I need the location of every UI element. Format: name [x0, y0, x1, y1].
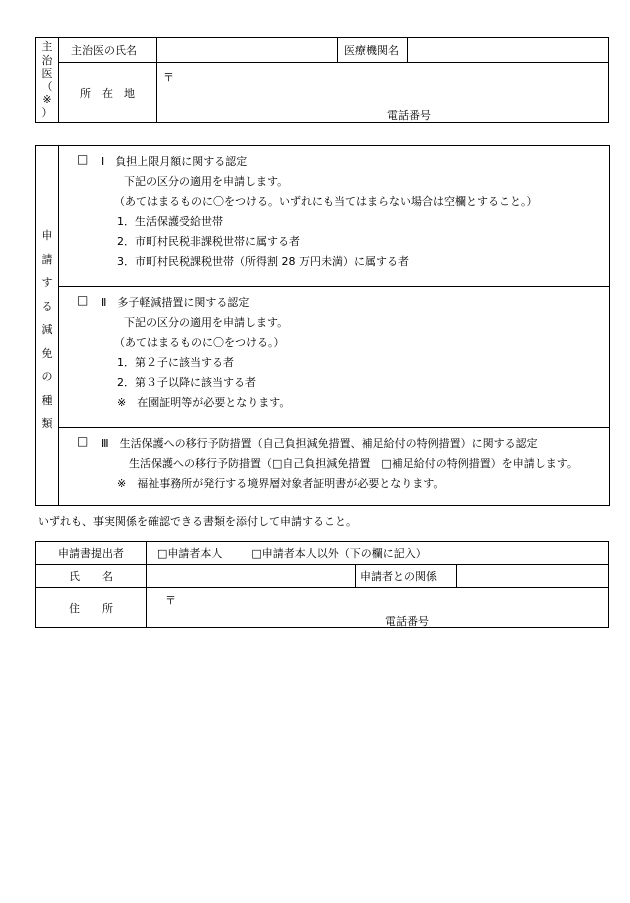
physician-phone-label: 電話番号 [387, 109, 431, 122]
section2-item: 2．第３子以降に該当する者 [117, 376, 256, 389]
submitter-options [147, 542, 609, 565]
submitter-name-label: 氏 名 [36, 565, 147, 588]
option-other-checkbox[interactable]: □申請者本人以外（下の欄に記入） [251, 547, 427, 560]
option-self-checkbox[interactable]: □申請者本人 [157, 547, 223, 560]
reduction-side-label: 申 請 す る 減 免 の 種 類 [36, 146, 59, 505]
submitter-address-field[interactable] [147, 588, 609, 628]
section3-title: Ⅲ 生活保護への移行予防措置（自己負担減免措置、補足給付の特例措置）に関する認定 [101, 437, 538, 450]
submitter-table [35, 541, 609, 628]
section1-item: 1．生活保護受給世帯 [117, 215, 223, 228]
section1-note: （あてはまるものに〇をつける。いずれにも当てはまらない場合は空欄とすること。） [114, 195, 538, 208]
section2-note: （あてはまるものに〇をつける。） [114, 336, 285, 349]
section1-item: 2．市町村民税非課税世帯に属する者 [117, 235, 300, 248]
section1-line1: 下記の区分の適用を申請します。 [124, 175, 289, 188]
section3-remark: ※ 福祉事務所が発行する境界層対象者証明書が必要となります。 [117, 477, 445, 490]
postal-mark: 〒 [163, 71, 174, 84]
submitter-name-field[interactable] [147, 565, 356, 588]
section3-line1: 生活保護への移行予防措置（□自己負担減免措置 □補足給付の特例措置）を申請します。 [129, 457, 578, 470]
physician-name-label: 主治医の氏名 [59, 38, 157, 63]
physician-address-field[interactable] [157, 63, 609, 123]
physician-side-label: 主 治 医 （ ※ ） [36, 38, 59, 123]
section2-remark: ※ 在園証明等が必要となります。 [117, 396, 291, 409]
institution-field[interactable] [408, 38, 609, 63]
attachment-notice: いずれも、事実関係を確認できる書類を添付して申請すること。 [38, 515, 357, 528]
physician-address-label: 所 在 地 [59, 63, 157, 123]
physician-table [35, 37, 609, 123]
section-2 [59, 287, 609, 428]
section3-checkbox[interactable]: □ [77, 434, 89, 448]
section1-title: Ⅰ 負担上限月額に関する認定 [101, 155, 248, 168]
section2-line1: 下記の区分の適用を申請します。 [124, 316, 289, 329]
submitter-label: 申請書提出者 [36, 542, 147, 565]
physician-name-field[interactable] [157, 38, 338, 63]
reduction-table [35, 145, 610, 506]
section1-item: 3．市町村民税課税世帯（所得割 28 万円未満）に属する者 [117, 255, 409, 268]
section2-title: Ⅱ 多子軽減措置に関する認定 [101, 296, 250, 309]
section2-item: 1．第２子に該当する者 [117, 356, 234, 369]
section-3 [59, 428, 609, 505]
section1-checkbox[interactable]: □ [77, 152, 89, 166]
institution-label: 医療機関名 [338, 38, 408, 63]
submitter-address-label: 住 所 [36, 588, 147, 628]
section-1 [59, 146, 609, 287]
submitter-postal-mark: 〒 [165, 594, 176, 607]
relation-label: 申請者との関係 [356, 565, 457, 588]
section2-checkbox[interactable]: □ [77, 293, 89, 307]
relation-field[interactable] [457, 565, 609, 588]
submitter-phone-label: 電話番号 [385, 615, 429, 628]
